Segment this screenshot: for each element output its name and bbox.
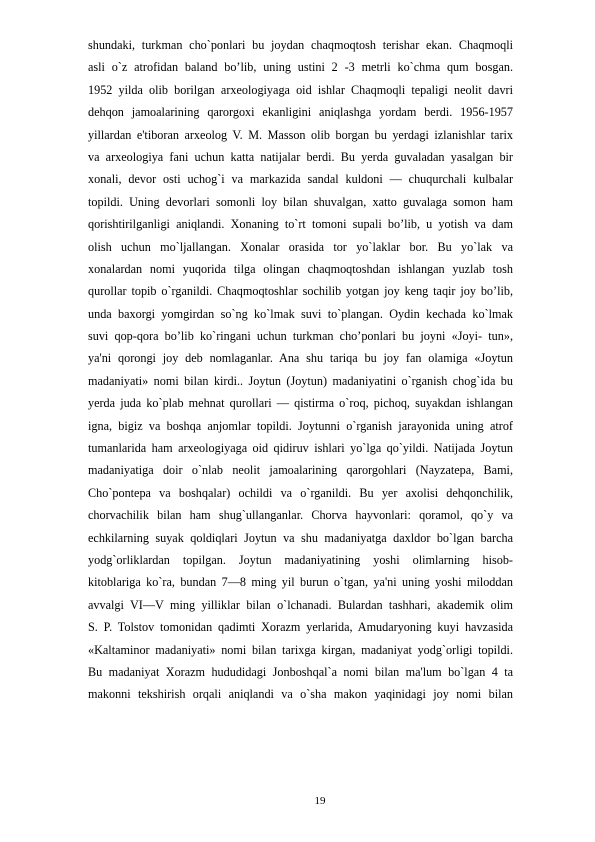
text-line: ya'ni qorongi joy deb nomlaganlar. Ana shu tariqa bu joy fan olamiga «Joytun [88,351,513,366]
text-line: qurollar topib o`rganildi. Chaqmoqtoshlar sochilib yotgan joy keng taqir joy bo’lib, [88,284,513,299]
text-line: xonalardan nomi yuqorida tilga olingan chaqmoqtoshdan ishlangan yuzlab tosh [88,261,513,276]
text-line: yerda juda ko`plab mehnat qurollari — qistirma o`roq, pichoq, suyakdan ishlangan [88,396,513,411]
text-line: Cho`pontepa va boshqalar) ochildi va o`rganildi. Bu yer axolisi dehqonchilik, [88,485,513,500]
text-line: kitoblariga ko`ra, bundan 7—8 ming yil burun o`tgan, ya'ni uning yoshi miloddan [88,575,513,590]
text-line: dehqon jamoalarining qarorgoxi ekanligini aniqlashga yordam berdi. 1956-1957 [88,105,513,120]
text-line: xonali, devor osti uchog`i va markazida sandal kuldoni — chuqurchali kulbalar [88,172,513,187]
text-line: Bu madaniyat Xorazm hududidagi Jonboshqal`a nomi bilan ma'lum bo`lgan 4 ta [88,664,513,679]
text-line: makonni tekshirish orqali aniqlandi va o`sha makon yaqinidagi joy nomi bilan [88,687,513,702]
text-line: tumanlarida ham arxeologiyaga oid qidiruv ishlari yo`lga qo`yildi. Natijada Joytun [88,441,513,456]
text-line: 1952 yilda olib borilgan arxeologiyaga oid ishlar Chaqmoqli tepaligi neolit davri [88,82,513,97]
text-line: unda baxorgi yomgirdan so`ng ko`lmak suvi to`plangan. Oydin kechada ko`lmak [88,306,513,321]
text-line: olish uchun mo`ljallangan. Xonalar orasida tor yo`laklar bor. Bu yo`lak va [88,239,513,254]
text-line: madaniyati» nomi bilan kirdi.. Joytun (Joytun) madaniyatini o`rganish chog`ida bu [88,373,513,388]
text-line: suvi qop-qora bo’lib ko`ringani uchun turkman cho’ponlari bu joyni «Joyi- tun», [88,329,513,344]
page-number: 19 [314,795,326,807]
text-line: asli o`z atrofidan baland bo’lib, uning ustini 2 -3 metrli ko`chma qum bosgan. [88,60,513,75]
text-line: madaniyatiga doir o`nlab neolit jamoalarining qarorgohlari (Nayzatepa, Bami, [88,463,513,478]
text-line: yodg`orliklardan topilgan. Joytun madaniyatining yoshi olimlarning hisob- [88,552,513,567]
text-line: topildi. Uning devorlari somonli loy bilan shuvalgan, xatto guvalaga somon ham [88,194,513,209]
text-line: S. P. Tolstov tomonidan qadimti Xorazm yerlarida, Amudaryoning kuyi havzasida [88,620,513,635]
text-line: yillardan e'tiboran arxeolog V. M. Masson olib borgan bu yerdagi izlanishlar tarix [88,127,513,142]
text-line: avvalgi VI—V ming yilliklar bilan o`lchanadi. Bulardan tashhari, akademik olim [88,597,513,612]
text-line: echkilarning suyak qoldiqlari Joytun va shu madaniyatga daxldor bo`lgan barcha [88,530,513,545]
text-line: «Kaltaminor madaniyati» nomi bilan tarixga kirgan, madaniyat yodg`orligi topildi. [88,642,513,657]
text-line: qorishtirilganligi aniqlandi. Xonaning to`rt tomoni supali bo’lib, u yotish va dam [88,217,513,232]
text-line: shundaki, turkman cho`ponlari bu joydan chaqmoqtosh terishar ekan. Chaqmoqli [88,38,513,52]
text-line: igna, bigiz va boshqa anjomlar topildi. Joytunni o`rganish jarayonida uning atrof [88,418,513,433]
text-line: va arxeologiya fani uchun katta natijalar berdi. Bu yerda guvaladan yasalgan bir [88,149,513,164]
body-text [88,34,513,706]
text-line: chorvachilik bilan ham shug`ullanganlar. Chorva hayvonlari: qoramol, qo`y va [88,508,513,523]
